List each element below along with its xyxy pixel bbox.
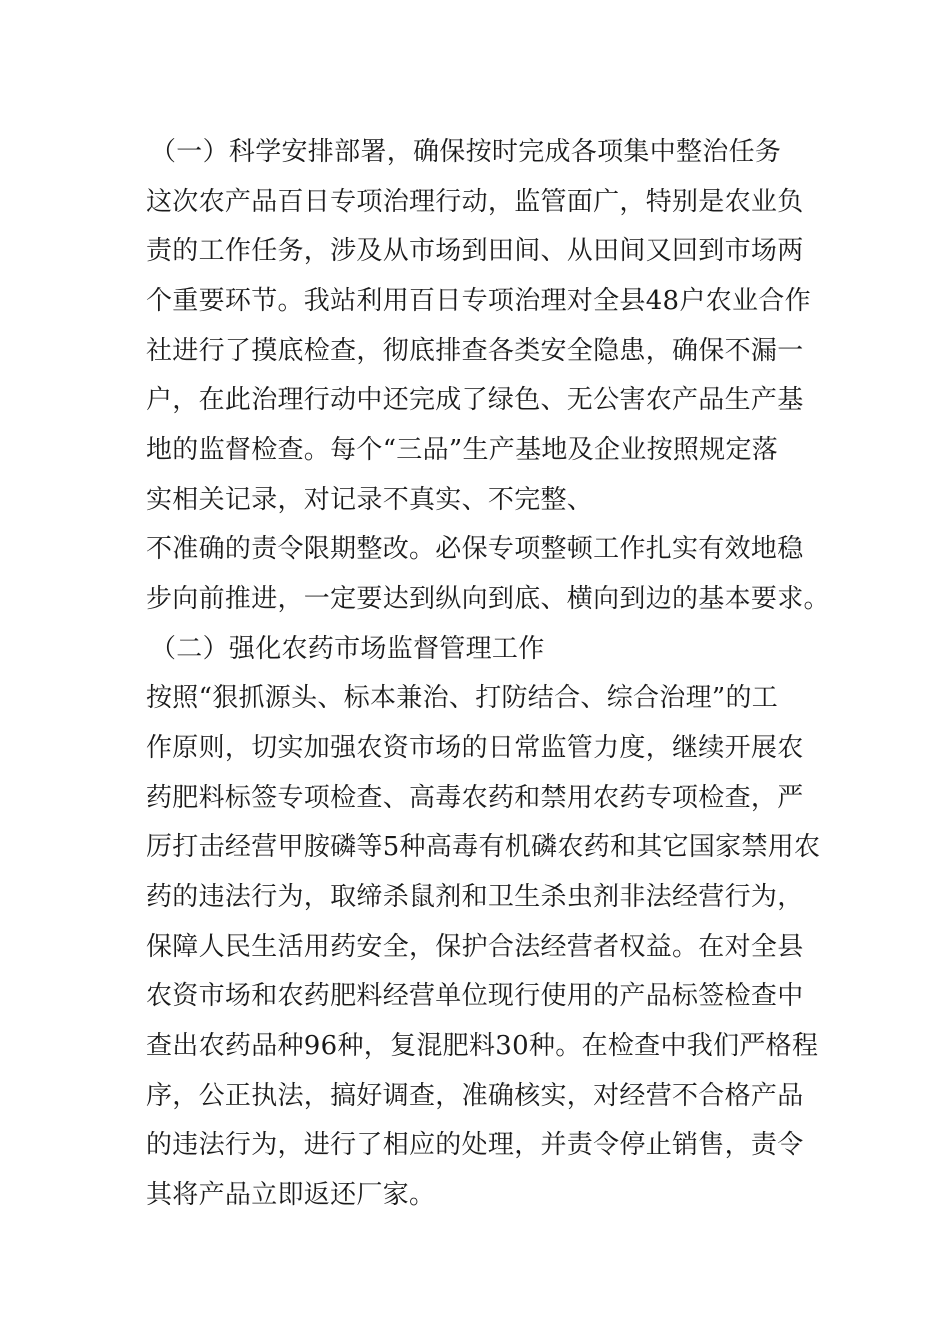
- paragraph-line: 这次农产品百日专项治理行动，监管面广，特别是农业负: [146, 187, 804, 217]
- paragraph-line: 药的违法行为，取缔杀鼠剂和卫生杀虫剂非法经营行为，: [146, 882, 804, 912]
- paragraph-line: 药肥料标签专项检查、高毒农药和禁用农药专项检查，严: [146, 783, 804, 813]
- paragraph-line: 作原则，切实加强农资市场的日常监管力度，继续开展农: [146, 733, 804, 763]
- paragraph-line: 户，在此治理行动中还完成了绿色、无公害农产品生产基: [146, 385, 804, 415]
- paragraph-line: 查出农药品种96种，复混肥料30种。在检查中我们严格程: [146, 1031, 819, 1061]
- section-heading-1: （一）科学安排部署，确保按时完成各项集中整治任务: [150, 137, 782, 167]
- section-heading-2: （二）强化农药市场监督管理工作: [150, 634, 545, 664]
- paragraph-line: 其将产品立即返还厂家。: [146, 1180, 436, 1210]
- paragraph-line: 社进行了摸底检查，彻底排查各类安全隐患，确保不漏一: [146, 336, 804, 366]
- paragraph-line: 农资市场和农药肥料经营单位现行使用的产品标签检查中: [146, 981, 804, 1011]
- paragraph-line: 按照“狠抓源头、标本兼治、打防结合、综合治理”的工: [146, 683, 779, 713]
- paragraph-line: 地的监督检查。每个“三品”生产基地及企业按照规定落: [146, 435, 779, 465]
- paragraph-line: 步向前推进，一定要达到纵向到底、横向到边的基本要求。: [146, 584, 830, 614]
- paragraph-line: 责的工作任务，涉及从市场到田间、从田间又回到市场两: [146, 236, 804, 266]
- paragraph-line: 实相关记录，对记录不真实、不完整、: [146, 485, 594, 515]
- paragraph-line: 的违法行为，进行了相应的处理，并责令停止销售，责令: [146, 1130, 804, 1160]
- paragraph-line: 个重要环节。我站利用百日专项治理对全县48户农业合作: [146, 286, 811, 316]
- paragraph-line: 保障人民生活用药安全，保护合法经营者权益。在对全县: [146, 932, 804, 962]
- paragraph-line: 序，公正执法，搞好调查，准确核实，对经营不合格产品: [146, 1081, 804, 1111]
- paragraph-line: 厉打击经营甲胺磷等5种高毒有机磷农药和其它国家禁用农: [146, 832, 821, 862]
- paragraph-line: 不准确的责令限期整改。必保专项整顿工作扎实有效地稳: [146, 534, 804, 564]
